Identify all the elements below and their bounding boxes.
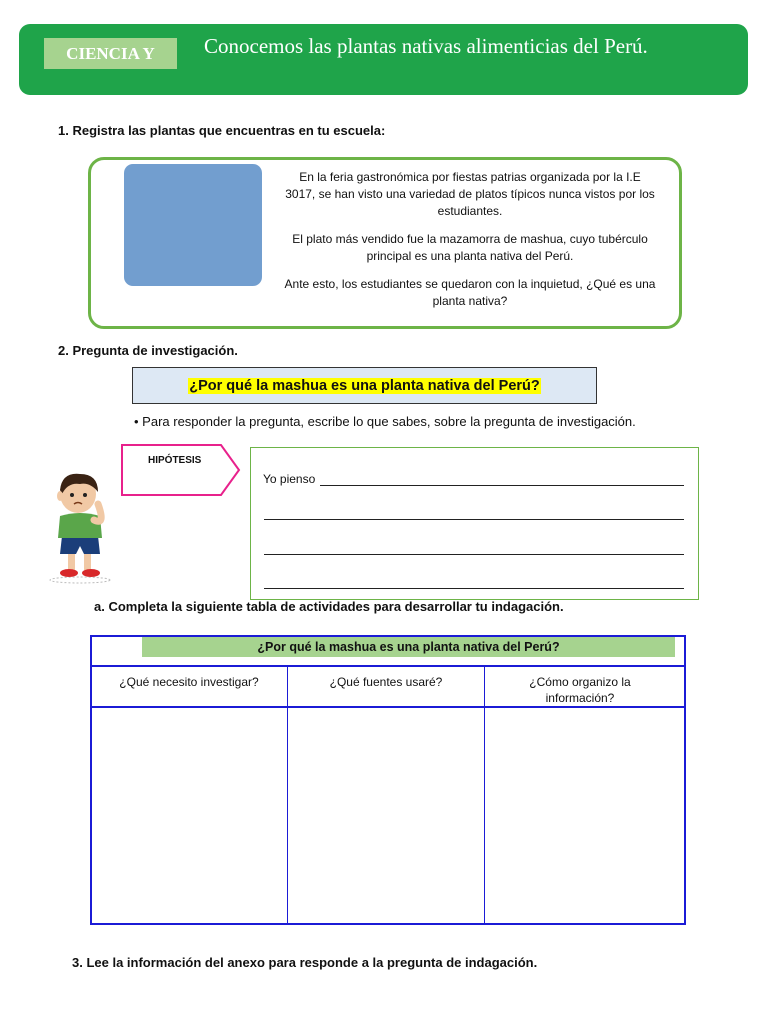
research-question: ¿Por qué la mashua es una planta nativa del Perú? xyxy=(189,377,540,394)
table-header-cell: ¿Cómo organizo la información? xyxy=(529,675,631,705)
table-header-cell: ¿Qué fuentes usaré? xyxy=(329,675,443,689)
subject-label: CIENCIA Y xyxy=(44,38,177,69)
story-paragraph-3: Ante esto, los estudiantes se quedaron con la inquietud, ¿Qué es una planta nativa? xyxy=(284,277,656,308)
instruction-text: • Para responder la pregunta, escribe lo que sabes, sobre la pregunta de investigación. xyxy=(134,414,636,429)
answer-prompt: Yo pienso xyxy=(263,472,316,486)
hypothesis-label: HIPÓTESIS xyxy=(148,455,202,466)
section-a-heading: a. Completa la siguiente tabla de actividades para desarrollar tu indagación. xyxy=(94,599,564,614)
research-question-box xyxy=(132,367,597,404)
section1-heading: 1. Registra las plantas que encuentras en tu escuela: xyxy=(58,123,386,138)
hypothesis-answer-box[interactable] xyxy=(250,447,699,600)
image-placeholder xyxy=(124,164,262,286)
table-header-cell: ¿Qué necesito investigar? xyxy=(119,675,259,689)
table-cell-sources[interactable] xyxy=(289,708,483,921)
table-column-divider xyxy=(287,666,288,923)
table-divider xyxy=(90,665,684,667)
section3-heading: 3. Lee la información del anexo para responde a la pregunta de indagación. xyxy=(72,955,538,970)
hypothesis-arrow-tag xyxy=(121,444,241,496)
story-paragraph-1: En la feria gastronómica por fiestas patrias organizada por la I.E 3017, se han visto una variedad de platos típicos nunca vistos por los estudiantes. xyxy=(285,170,655,218)
answer-line[interactable] xyxy=(320,485,684,486)
table-cell-investigate[interactable] xyxy=(92,708,286,921)
table-cell-organize[interactable] xyxy=(486,708,680,921)
answer-line[interactable] xyxy=(264,519,684,520)
answer-line[interactable] xyxy=(264,554,684,555)
section2-heading: 2. Pregunta de investigación. xyxy=(58,343,238,358)
thinking-boy-illustration xyxy=(40,470,120,585)
table-title: ¿Por qué la mashua es una planta nativa del Perú? xyxy=(142,637,675,657)
table-column-divider xyxy=(484,666,485,923)
page-title: Conocemos las plantas nativas alimenticias del Perú. xyxy=(204,34,648,58)
story-paragraph-2: El plato más vendido fue la mazamorra de mashua, cuyo tubérculo principal es una planta nativa del Perú. xyxy=(292,232,648,263)
answer-line[interactable] xyxy=(264,588,684,589)
